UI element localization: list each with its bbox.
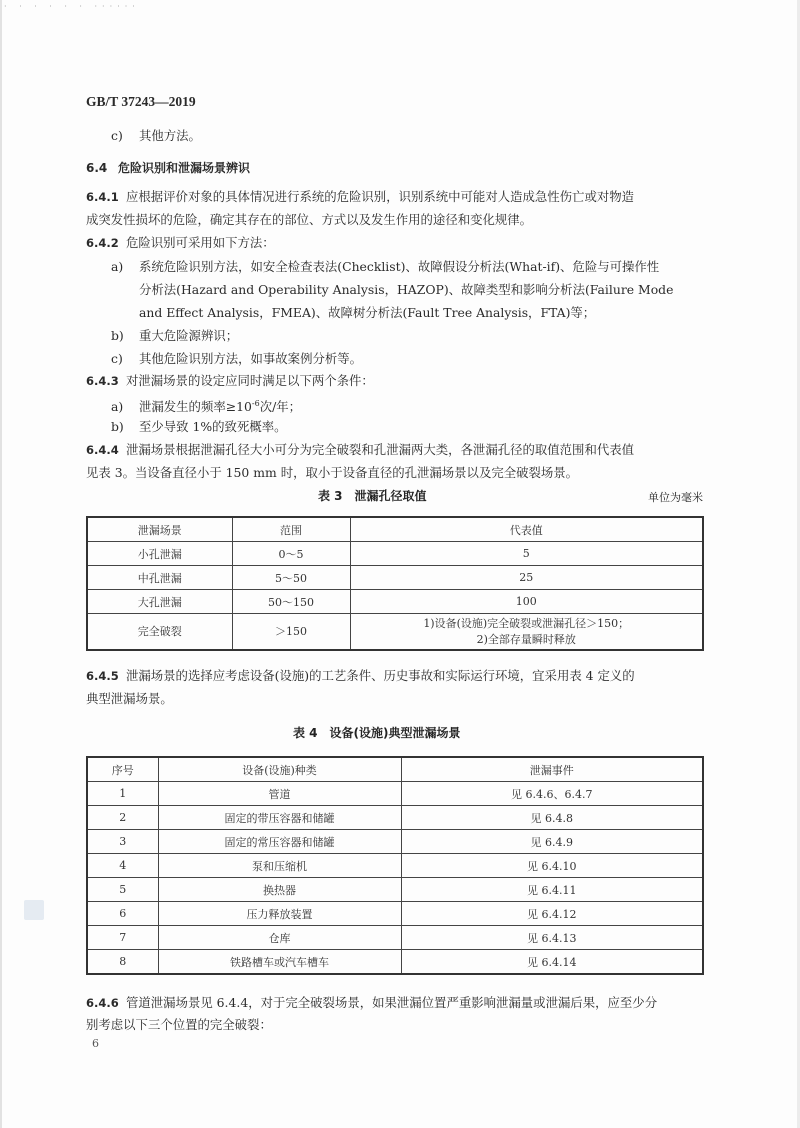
table4-cell: 见 6.4.9 bbox=[401, 830, 703, 854]
table3-cell: 100 bbox=[350, 590, 703, 614]
table4-row bbox=[87, 902, 703, 926]
para-6-4-1-line1: 6.4.1 应根据评价对象的具体情况进行系统的危险识别，识别系统中可能对人造成急性伤亡或对物造 bbox=[86, 189, 635, 204]
para-6-4-2: 6.4.2 危险识别可采用如下方法： bbox=[86, 235, 275, 250]
table3-col-header: 代表值 bbox=[350, 517, 703, 542]
table3-row bbox=[87, 566, 703, 590]
table4-row bbox=[87, 926, 703, 950]
para-6-4-2-item-a-line3: and Effect Analysis，FMEA)、故障树分析法(Fault Tree Analysis，FTA)等； bbox=[139, 305, 596, 320]
table3-header-row bbox=[87, 517, 703, 542]
table4-cell: 4 bbox=[87, 854, 158, 878]
table3-caption: 表 3 泄漏孔径取值 bbox=[318, 489, 427, 503]
table4-row bbox=[87, 782, 703, 806]
para-6-4-5-line2: 典型泄漏场景。 bbox=[86, 691, 173, 706]
table4-cell: 见 6.4.11 bbox=[401, 878, 703, 902]
para-6-4-3-item-a: a) 泄漏发生的频率$\ge 10^{-6}$次/年； bbox=[111, 399, 302, 415]
para-6-4-3: 6.4.3 对泄漏场景的设定应同时满足以下两个条件： bbox=[86, 373, 374, 388]
table3-cell: 完全破裂 bbox=[87, 614, 232, 651]
table3-cell-multiline bbox=[350, 614, 703, 651]
table4-cell: 6 bbox=[87, 902, 158, 926]
table3-row bbox=[87, 590, 703, 614]
table4-cell: 泵和压缩机 bbox=[158, 854, 401, 878]
table3-cell-line: 1)设备(设施)完全破裂或泄漏孔径＞150； bbox=[423, 616, 630, 630]
table4-cell: 换热器 bbox=[158, 878, 401, 902]
table3-row bbox=[87, 542, 703, 566]
table3-cell: 小孔泄漏 bbox=[87, 542, 232, 566]
table4-cell: 见 6.4.8 bbox=[401, 806, 703, 830]
table3-unit: 单位为毫米 bbox=[648, 491, 703, 504]
para-6-4-2-item-b: b) 重大危险源辨识； bbox=[111, 328, 239, 343]
table3-col-header: 范围 bbox=[232, 517, 350, 542]
table3-cell: ＞150 bbox=[232, 614, 350, 651]
table3 bbox=[86, 516, 704, 651]
table3-cell-line: 2)全部存量瞬时释放 bbox=[476, 632, 576, 646]
table4-col-header: 设备(设施)种类 bbox=[158, 757, 401, 782]
table4-row bbox=[87, 854, 703, 878]
para-6-4-2-item-a-line2: 分析法(Hazard and Operability Analysis，HAZOP)、故障类型和影响分析法(Failure Mode bbox=[139, 282, 674, 297]
scan-left-edge bbox=[0, 0, 2, 1128]
para-6-4-6-line2: 别考虑以下三个位置的完全破裂： bbox=[86, 1017, 272, 1032]
table3-cell: 5～50 bbox=[232, 566, 350, 590]
table4-cell: 8 bbox=[87, 950, 158, 975]
para-6-4-1-line2: 成突发性损坏的危险，确定其存在的部位、方式以及发生作用的途径和变化规律。 bbox=[86, 212, 533, 227]
table4-cell: 铁路槽车或汽车槽车 bbox=[158, 950, 401, 975]
table4-cell: 7 bbox=[87, 926, 158, 950]
table3-col-header: 泄漏场景 bbox=[87, 517, 232, 542]
para-6-4-6-line1: 6.4.6 管道泄漏场景见 6.4.4，对于完全破裂场景，如果泄漏位置严重影响泄漏量或泄漏后果，应至少分 bbox=[86, 995, 658, 1010]
table4-cell: 压力释放装置 bbox=[158, 902, 401, 926]
table4-cell: 固定的带压容器和储罐 bbox=[158, 806, 401, 830]
table4-row bbox=[87, 830, 703, 854]
table3-cell: 25 bbox=[350, 566, 703, 590]
section-6-4-heading: 6.4 危险识别和泄漏场景辨识 bbox=[86, 161, 251, 175]
table4-cell: 2 bbox=[87, 806, 158, 830]
item-c-prev: c) 其他方法。 bbox=[111, 128, 201, 143]
table4-cell: 见 6.4.12 bbox=[401, 902, 703, 926]
table4-cell: 3 bbox=[87, 830, 158, 854]
table4-cell: 5 bbox=[87, 878, 158, 902]
para-6-4-5-line1: 6.4.5 泄漏场景的选择应考虑设备(设施)的工艺条件、历史事故和实际运行环境，宜采用表 4 定义的 bbox=[86, 668, 635, 683]
para-6-4-4-line2: 见表 3。当设备直径小于 150 mm 时，取小于设备直径的孔泄漏场景以及完全破裂场景。 bbox=[86, 465, 579, 480]
table4-col-header: 泄漏事件 bbox=[401, 757, 703, 782]
table4-body bbox=[87, 757, 703, 974]
para-6-4-2-item-a-line1: a) 系统危险识别方法，如安全检查表法(Checklist)、故障假设分析法(What-if)、危险与可操作性 bbox=[111, 259, 660, 274]
table4-caption: 表 4 设备(设施)典型泄漏场景 bbox=[293, 726, 461, 740]
table4-header-row bbox=[87, 757, 703, 782]
table4-cell: 仓库 bbox=[158, 926, 401, 950]
table4 bbox=[86, 756, 704, 975]
table4-row bbox=[87, 950, 703, 975]
table3-cell: 中孔泄漏 bbox=[87, 566, 232, 590]
table4-row bbox=[87, 806, 703, 830]
table4-cell: 见 6.4.6、6.4.7 bbox=[401, 782, 703, 806]
table3-cell: 5 bbox=[350, 542, 703, 566]
table3-row bbox=[87, 614, 703, 651]
para-6-4-4-line1: 6.4.4 泄漏场景根据泄漏孔径大小可分为完全破裂和孔泄漏两大类，各泄漏孔径的取值范围和代表值 bbox=[86, 442, 635, 457]
table4-col-header: 序号 bbox=[87, 757, 158, 782]
para-6-4-2-item-c: c) 其他危险识别方法，如事故案例分析等。 bbox=[111, 351, 363, 366]
table4-cell: 1 bbox=[87, 782, 158, 806]
table4-cell: 见 6.4.13 bbox=[401, 926, 703, 950]
table3-cell: 0～5 bbox=[232, 542, 350, 566]
table3-cell: 大孔泄漏 bbox=[87, 590, 232, 614]
table4-cell: 见 6.4.14 bbox=[401, 950, 703, 975]
standard-id: GB/T 37243—2019 bbox=[86, 94, 196, 109]
table4-cell: 固定的常压容器和储罐 bbox=[158, 830, 401, 854]
page-number: 6 bbox=[92, 1037, 99, 1050]
table3-cell: 50～150 bbox=[232, 590, 350, 614]
table4-cell: 见 6.4.10 bbox=[401, 854, 703, 878]
scan-dots: · · · · · · ······ bbox=[4, 2, 140, 11]
table4-cell: 管道 bbox=[158, 782, 401, 806]
table4-row bbox=[87, 878, 703, 902]
para-6-4-3-item-b: b) 至少导致 1%的致死概率。 bbox=[111, 419, 287, 434]
scan-stamp-mark bbox=[24, 900, 44, 920]
